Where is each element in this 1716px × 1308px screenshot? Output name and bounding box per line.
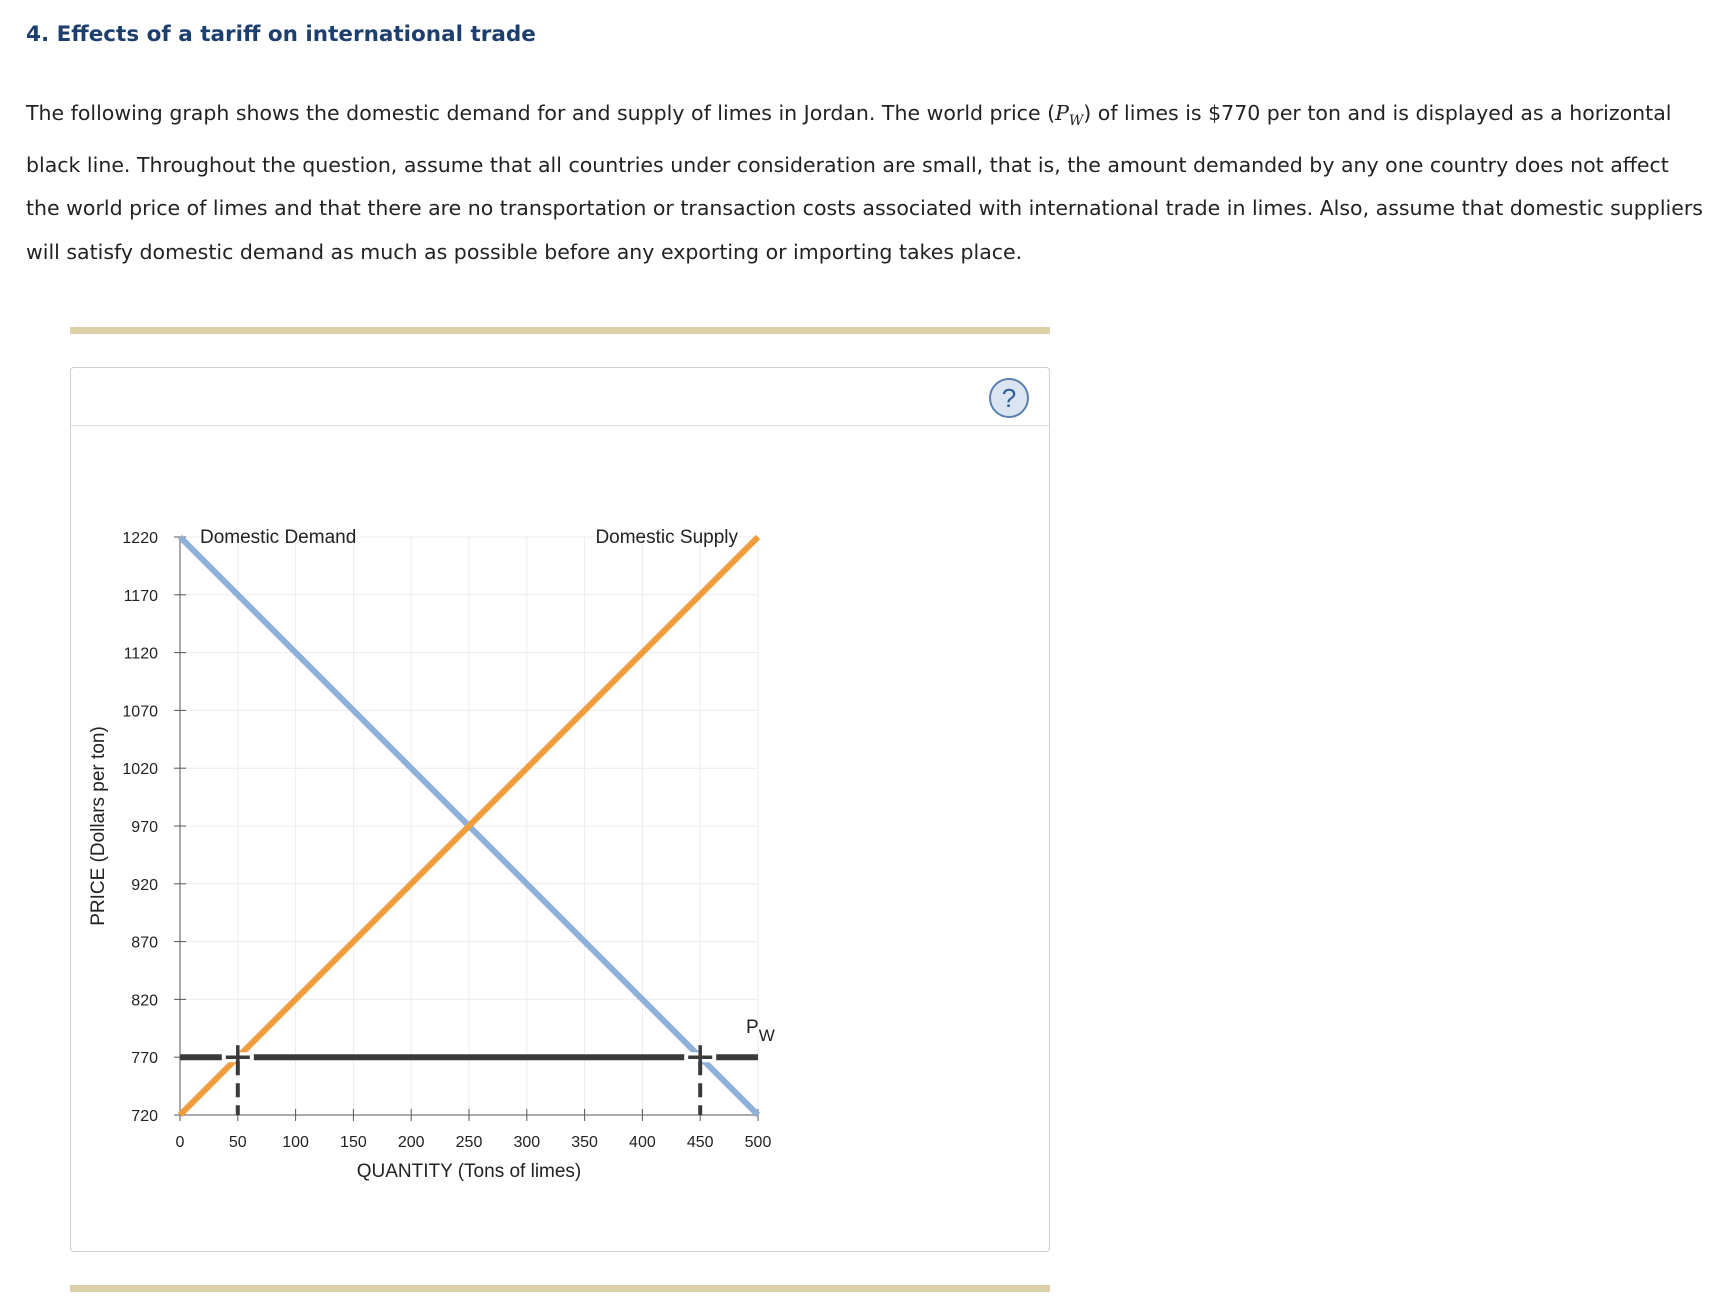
intro-text-start: The following graph shows the domestic demand for and supply of limes in Jordan. The world price ( <box>26 101 1056 125</box>
y-tick-label: 1070 <box>122 703 158 721</box>
y-tick-label: 820 <box>131 992 158 1010</box>
y-tick-label: 1220 <box>122 530 158 547</box>
x-tick-label: 0 <box>175 1134 185 1151</box>
y-tick-label: 1170 <box>123 587 158 605</box>
series-label-demand: Domestic Demand <box>200 527 357 548</box>
bottom-divider <box>70 1285 1050 1292</box>
world-price-label: PW <box>746 1017 775 1046</box>
help-button[interactable]: ? <box>989 378 1029 418</box>
x-tick-label: 150 <box>340 1134 367 1151</box>
x-tick-label: 350 <box>571 1134 598 1151</box>
top-divider <box>70 327 1050 334</box>
x-tick-label: 300 <box>513 1134 541 1151</box>
world-price-symbol: $P_W$ <box>1055 101 1084 130</box>
supply-demand-chart <box>70 367 1050 1252</box>
x-tick-label: 400 <box>629 1134 656 1151</box>
x-tick-label: 250 <box>455 1134 483 1151</box>
question-intro <box>26 92 1706 274</box>
x-tick-label: 50 <box>228 1134 247 1151</box>
y-tick-label: 720 <box>131 1108 158 1125</box>
y-tick-label: 920 <box>131 876 158 894</box>
series-label-supply: Domestic Supply <box>595 527 738 548</box>
question-title: 4. Effects of a tariff on international trade <box>26 22 536 47</box>
intro-text-end: ) of limes is $770 per ton and is displayed as a horizontal black line. Throughout the question, assume that all countries under consideration are small, that is, the amount demanded by any one country does not affect the world price of limes and that there are no transportation or transaction costs associated with international trade in limes. Also, assume that domestic suppliers will satisfy domestic demand as much as possible before any exporting or importing takes place. <box>26 101 1703 264</box>
y-tick-label: 770 <box>131 1050 158 1068</box>
y-tick-label: 1020 <box>122 761 158 779</box>
x-tick-label: 200 <box>397 1134 425 1151</box>
y-tick-label: 970 <box>131 819 158 836</box>
x-tick-label: 500 <box>744 1134 772 1151</box>
y-tick-label: 870 <box>131 934 158 952</box>
x-axis-title: QUANTITY (Tons of limes) <box>356 1161 582 1182</box>
y-tick-label: 1120 <box>123 645 158 663</box>
y-axis-title: PRICE (Dollars per ton) <box>88 726 109 926</box>
x-tick-label: 100 <box>282 1134 309 1151</box>
x-tick-label: 450 <box>686 1134 714 1151</box>
